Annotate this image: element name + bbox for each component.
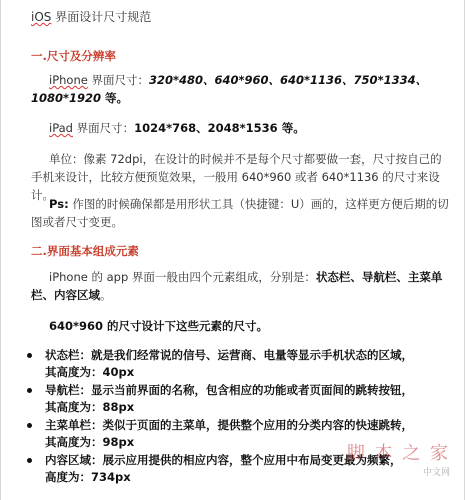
watermark-sub: 中文网 — [422, 468, 450, 478]
size-note: 640*960 的尺寸设计下这些元素的尺寸。 — [49, 319, 269, 333]
ipad-label: iPad — [49, 121, 73, 135]
bullet-icon — [27, 423, 32, 428]
list-item-line1: 内容区域：展示应用提供的相应内容，整个应用中布局变更最为频繁， — [45, 453, 402, 467]
bullet-icon — [27, 388, 32, 393]
ipad-tail: 等。 — [277, 121, 305, 135]
document-title — [31, 8, 151, 25]
list-item — [23, 382, 453, 415]
elements-intro-paragraph — [31, 268, 451, 304]
bullet-icon — [27, 458, 32, 463]
intro-part-b: 状态栏、导航栏、主菜单栏、内容区域 — [31, 270, 443, 302]
ipad-size-list: 1024*768、2048*1536 — [134, 121, 278, 135]
section-heading-size: 一.尺寸及分辨率 — [31, 49, 116, 63]
intro-part-a: iPhone 的 app 界面一般由四个元素组成，分别是： — [49, 270, 316, 284]
section-heading-elements: 二.界面基本组成元素 — [31, 244, 139, 258]
iphone-sizes-paragraph — [31, 71, 451, 107]
iphone-label: iPhone — [49, 73, 88, 87]
list-item-line2: 其高度为：40px — [45, 364, 135, 379]
iphone-mid: 界面尺寸： — [87, 73, 149, 87]
bullet-icon — [27, 353, 32, 358]
unit-paragraph: 单位：像素 72dpi，在设计的时候并不是每个尺寸都要做一套，尺寸按自己的手机来设计，比较方便预览效果，一般用 640*960 或者 640*1136 的尺寸来设计。 — [31, 152, 442, 202]
list-item-line1: 导航栏：显示当前界面的名称，包含相应的功能或者页面间的跳转按钮， — [45, 383, 413, 397]
watermark-main: 脚 本 之 家 — [346, 443, 450, 464]
list-item-line2: 其高度为：88px — [45, 399, 135, 414]
iphone-size-list: 320*480、640*960、640*1136、750*1334、1080*1920 — [31, 73, 428, 105]
list-item-line1: 主菜单栏：类似于页面的主菜单，提供整个应用的分类内容的快速跳转， — [45, 418, 413, 432]
ps-paragraph — [31, 195, 451, 231]
title-rest: 界面设计尺寸规范 — [51, 10, 152, 24]
iphone-tail: 等。 — [101, 91, 129, 105]
ipad-sizes-paragraph — [31, 119, 451, 137]
title-prefix: iOS — [31, 10, 52, 24]
intro-part-c: 。 — [100, 288, 112, 302]
list-item — [23, 347, 453, 380]
ipad-mid: 界面尺寸： — [72, 121, 135, 135]
site-watermark — [347, 439, 450, 478]
ps-text: 作图的时候确保都是用形状工具（快捷键：U）画的，这样更方便后期的切图或者尺寸变更。 — [31, 197, 449, 229]
list-item-line1: 状态栏：就是我们经常说的信号、运营商、电量等显示手机状态的区域， — [45, 348, 413, 362]
list-item-line2: 高度为：734px — [45, 469, 131, 484]
list-item-line2: 其高度为：98px — [45, 434, 135, 449]
ps-label: Ps: — [49, 197, 69, 211]
